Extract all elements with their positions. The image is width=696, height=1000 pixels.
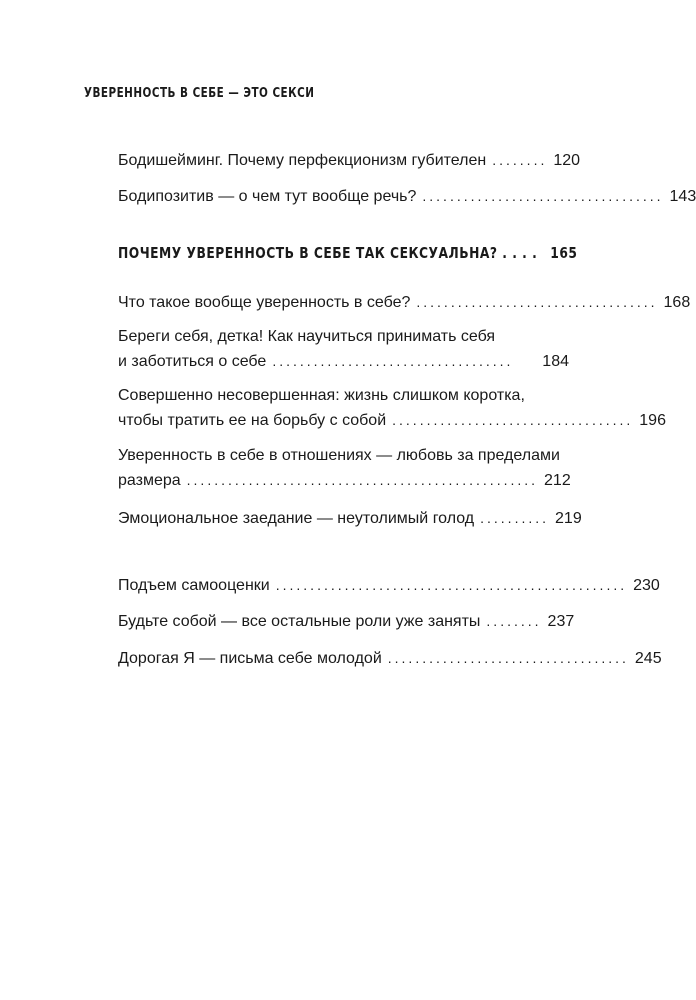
toc-page-number: 219 bbox=[555, 510, 582, 527]
section-heading-page-number: 165 bbox=[550, 244, 578, 262]
toc-page-number: 212 bbox=[544, 472, 571, 489]
toc-leader: ................................... bbox=[422, 188, 664, 204]
toc-leader: ................................... bbox=[392, 412, 634, 428]
toc-page-number: 237 bbox=[547, 613, 575, 630]
toc-entry-title: Что такое вообще уверенность в себе? bbox=[118, 294, 411, 311]
toc-entry-title: Бодипозитив — о чем тут вообще речь? bbox=[118, 188, 417, 205]
toc-entry-first-line[interactable]: Уверенность в себе в отношениях — любовь за пределами bbox=[118, 447, 560, 464]
toc-entry-title: Бодишейминг. Почему перфекционизм губителен bbox=[118, 152, 487, 169]
toc-leader: ................................................... bbox=[186, 472, 539, 488]
toc-leader: ........ bbox=[492, 152, 548, 168]
toc-page-number: 230 bbox=[633, 577, 660, 594]
toc-entry-first-line[interactable]: Береги себя, детка! Как научиться принимать себя bbox=[118, 328, 496, 345]
toc-page-number: 184 bbox=[542, 353, 569, 370]
toc-entry-title: чтобы тратить ее на борьбу с собой bbox=[118, 412, 387, 429]
toc-entry[interactable] bbox=[118, 648, 662, 669]
toc-entry[interactable] bbox=[118, 575, 660, 596]
toc-leader: ................................... bbox=[416, 294, 658, 310]
toc-leader: ................................... bbox=[387, 650, 629, 666]
toc-entry-title: Эмоциональное заедание — неутолимый голод bbox=[118, 510, 475, 527]
toc-page-number: 196 bbox=[639, 412, 666, 429]
toc-entry[interactable] bbox=[118, 150, 581, 171]
section-heading-title: ПОЧЕМУ УВЕРЕННОСТЬ В СЕБЕ ТАК СЕКСУАЛЬНА? bbox=[118, 244, 498, 262]
toc-entry[interactable] bbox=[118, 470, 569, 491]
section-heading-leader: . . . . bbox=[502, 244, 538, 262]
toc-entry[interactable] bbox=[118, 292, 691, 313]
toc-page-number: 168 bbox=[663, 294, 691, 311]
toc-leader: ................................................... bbox=[275, 577, 628, 593]
toc-entry-title: Будьте собой — все остальные роли уже заняты bbox=[118, 613, 481, 630]
toc-page-number: 245 bbox=[634, 650, 662, 667]
toc-leader: .......... bbox=[480, 510, 550, 526]
toc-entry-first-line[interactable]: Совершенно несовершенная: жизнь слишком коротка, bbox=[118, 387, 525, 404]
toc-entry[interactable] bbox=[118, 508, 582, 529]
toc-page-number: 120 bbox=[553, 152, 581, 169]
toc-leader: ................................... bbox=[272, 353, 514, 369]
running-head: УВЕРЕННОСТЬ В СЕБЕ — ЭТО СЕКСИ bbox=[84, 86, 315, 101]
toc-entry[interactable] bbox=[118, 351, 569, 372]
toc-entry-title: размера bbox=[118, 472, 181, 489]
toc-entry-title: Подъем самооценки bbox=[118, 577, 270, 594]
toc-entry[interactable] bbox=[118, 611, 575, 632]
toc-entry[interactable] bbox=[118, 186, 696, 207]
section-heading[interactable] bbox=[118, 244, 578, 262]
toc-leader: ........ bbox=[486, 613, 542, 629]
toc-entry-title: Дорогая Я — письма себе молодой bbox=[118, 650, 382, 667]
toc-entry-title: и заботиться о себе bbox=[118, 353, 267, 370]
toc-entry[interactable] bbox=[118, 410, 666, 431]
toc-page-number: 143 bbox=[669, 188, 696, 205]
